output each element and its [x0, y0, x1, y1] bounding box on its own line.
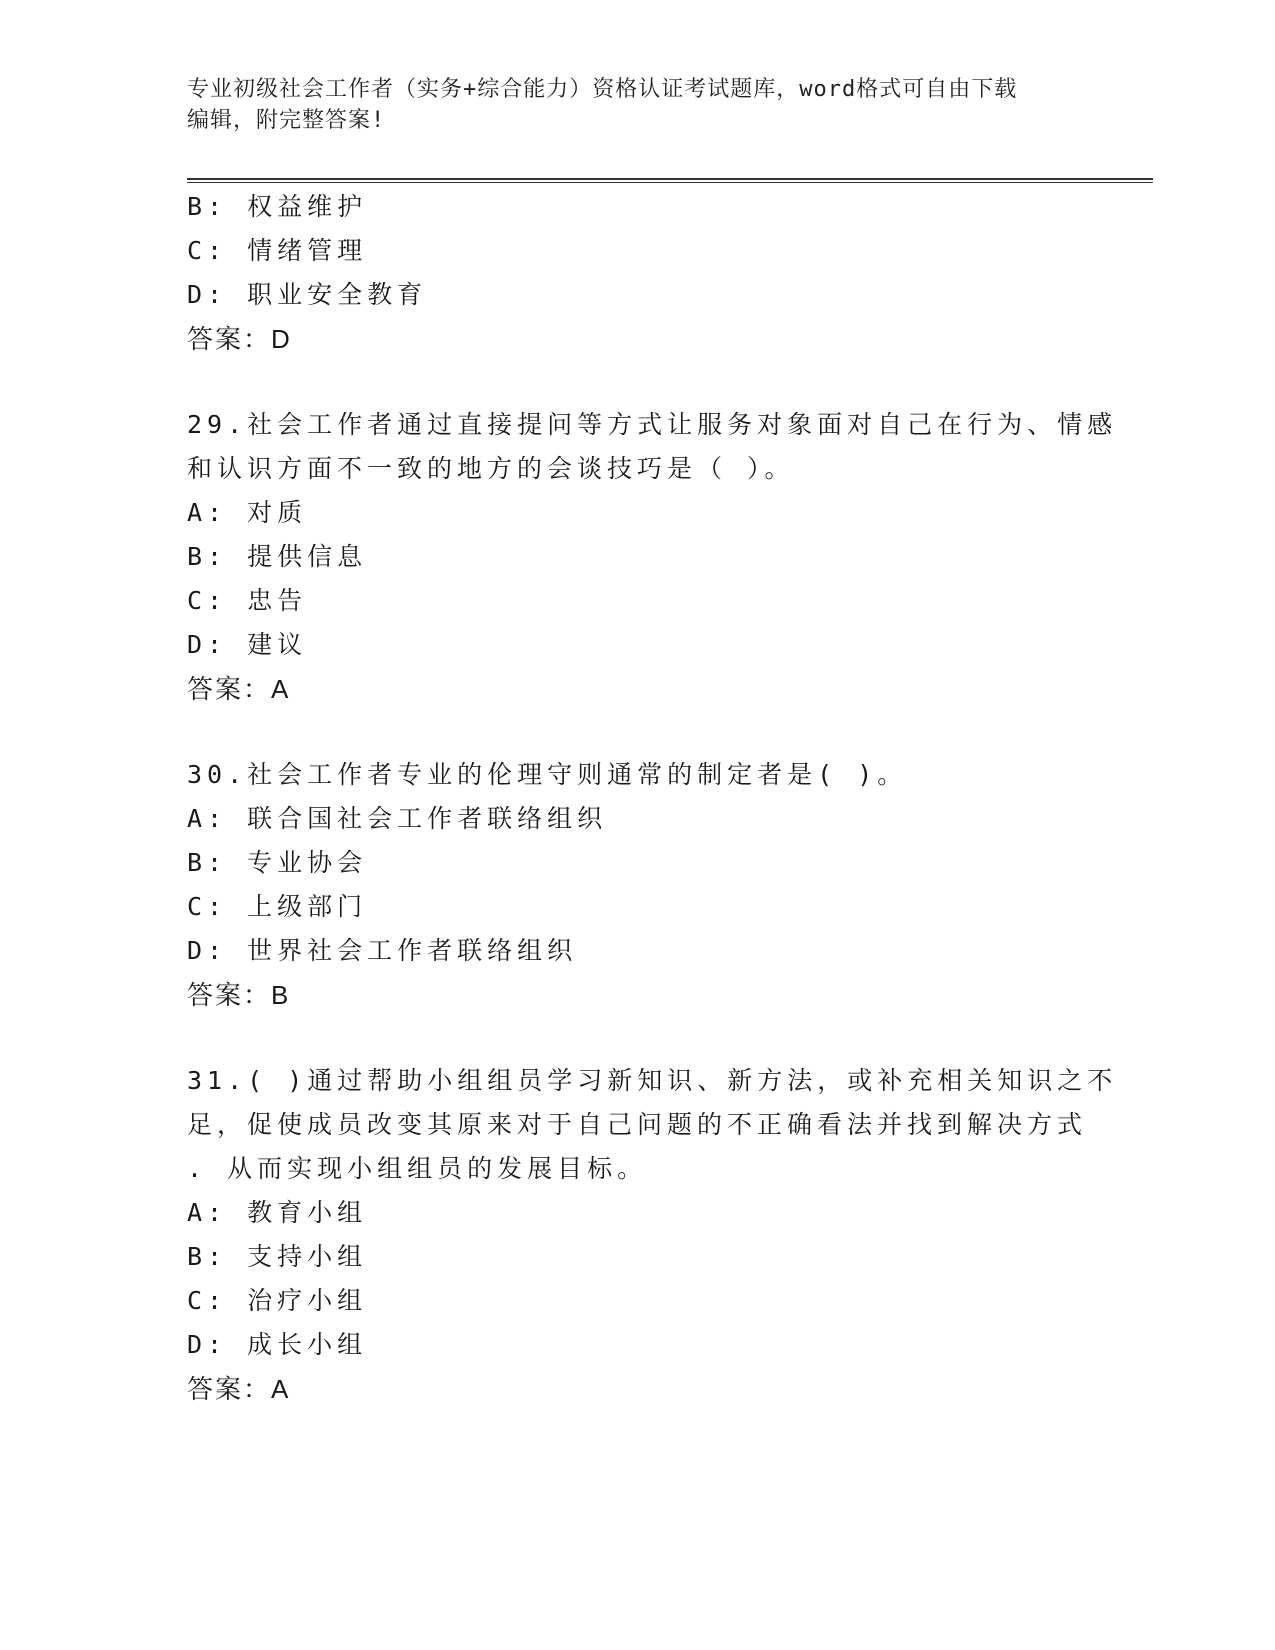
q29-stem-line-2: 和认识方面不一致的地方的会谈技巧是（ ）。 — [187, 454, 795, 483]
q30-option-a: A: 联合国社会工作者联络组织 — [187, 804, 608, 833]
q31-option-c: C: 治疗小组 — [187, 1286, 368, 1315]
q30-option-b: B: 专业协会 — [187, 848, 368, 877]
header-divider-thick — [187, 178, 1153, 180]
q29-answer: 答案：A — [187, 674, 291, 704]
q30-answer: 答案：B — [187, 980, 291, 1010]
q29-option-b: B: 提供信息 — [187, 542, 368, 571]
q30-option-d: D: 世界社会工作者联络组织 — [187, 936, 578, 965]
q29-option-c: C: 忠告 — [187, 586, 308, 615]
q31-option-d: D: 成长小组 — [187, 1330, 368, 1359]
q31-option-b: B: 支持小组 — [187, 1242, 368, 1271]
document-header — [187, 74, 1097, 136]
header-line-2: 编辑，附完整答案! — [187, 108, 386, 133]
header-line-1: 专业初级社会工作者（实务+综合能力）资格认证考试题库，word格式可自由下载 — [187, 77, 1018, 102]
q31-option-a: A: 教育小组 — [187, 1198, 368, 1227]
q29-option-d: D: 建议 — [187, 630, 308, 659]
q28-answer: 答案：D — [187, 324, 292, 354]
q28-option-c: C: 情绪管理 — [187, 236, 368, 265]
q30-stem-line-1: 30.社会工作者专业的伦理守则通常的制定者是( )。 — [187, 760, 908, 789]
header-divider-thin — [187, 182, 1153, 183]
q31-stem-line-1: 31.( )通过帮助小组组员学习新知识、新方法，或补充相关知识之不 — [187, 1066, 1118, 1095]
q28-option-d: D: 职业安全教育 — [187, 280, 428, 309]
q31-stem-line-3: . 从而实现小组组员的发展目标。 — [187, 1154, 648, 1183]
q29-stem-line-1: 29.社会工作者通过直接提问等方式让服务对象面对自己在行为、情感 — [187, 410, 1118, 439]
q28-option-b: B: 权益维护 — [187, 192, 368, 221]
q30-option-c: C: 上级部门 — [187, 892, 368, 921]
q31-stem-line-2: 足，促使成员改变其原来对于自己问题的不正确看法并找到解决方式 — [187, 1110, 1088, 1139]
q29-option-a: A: 对质 — [187, 498, 308, 527]
q31-answer: 答案：A — [187, 1374, 291, 1404]
